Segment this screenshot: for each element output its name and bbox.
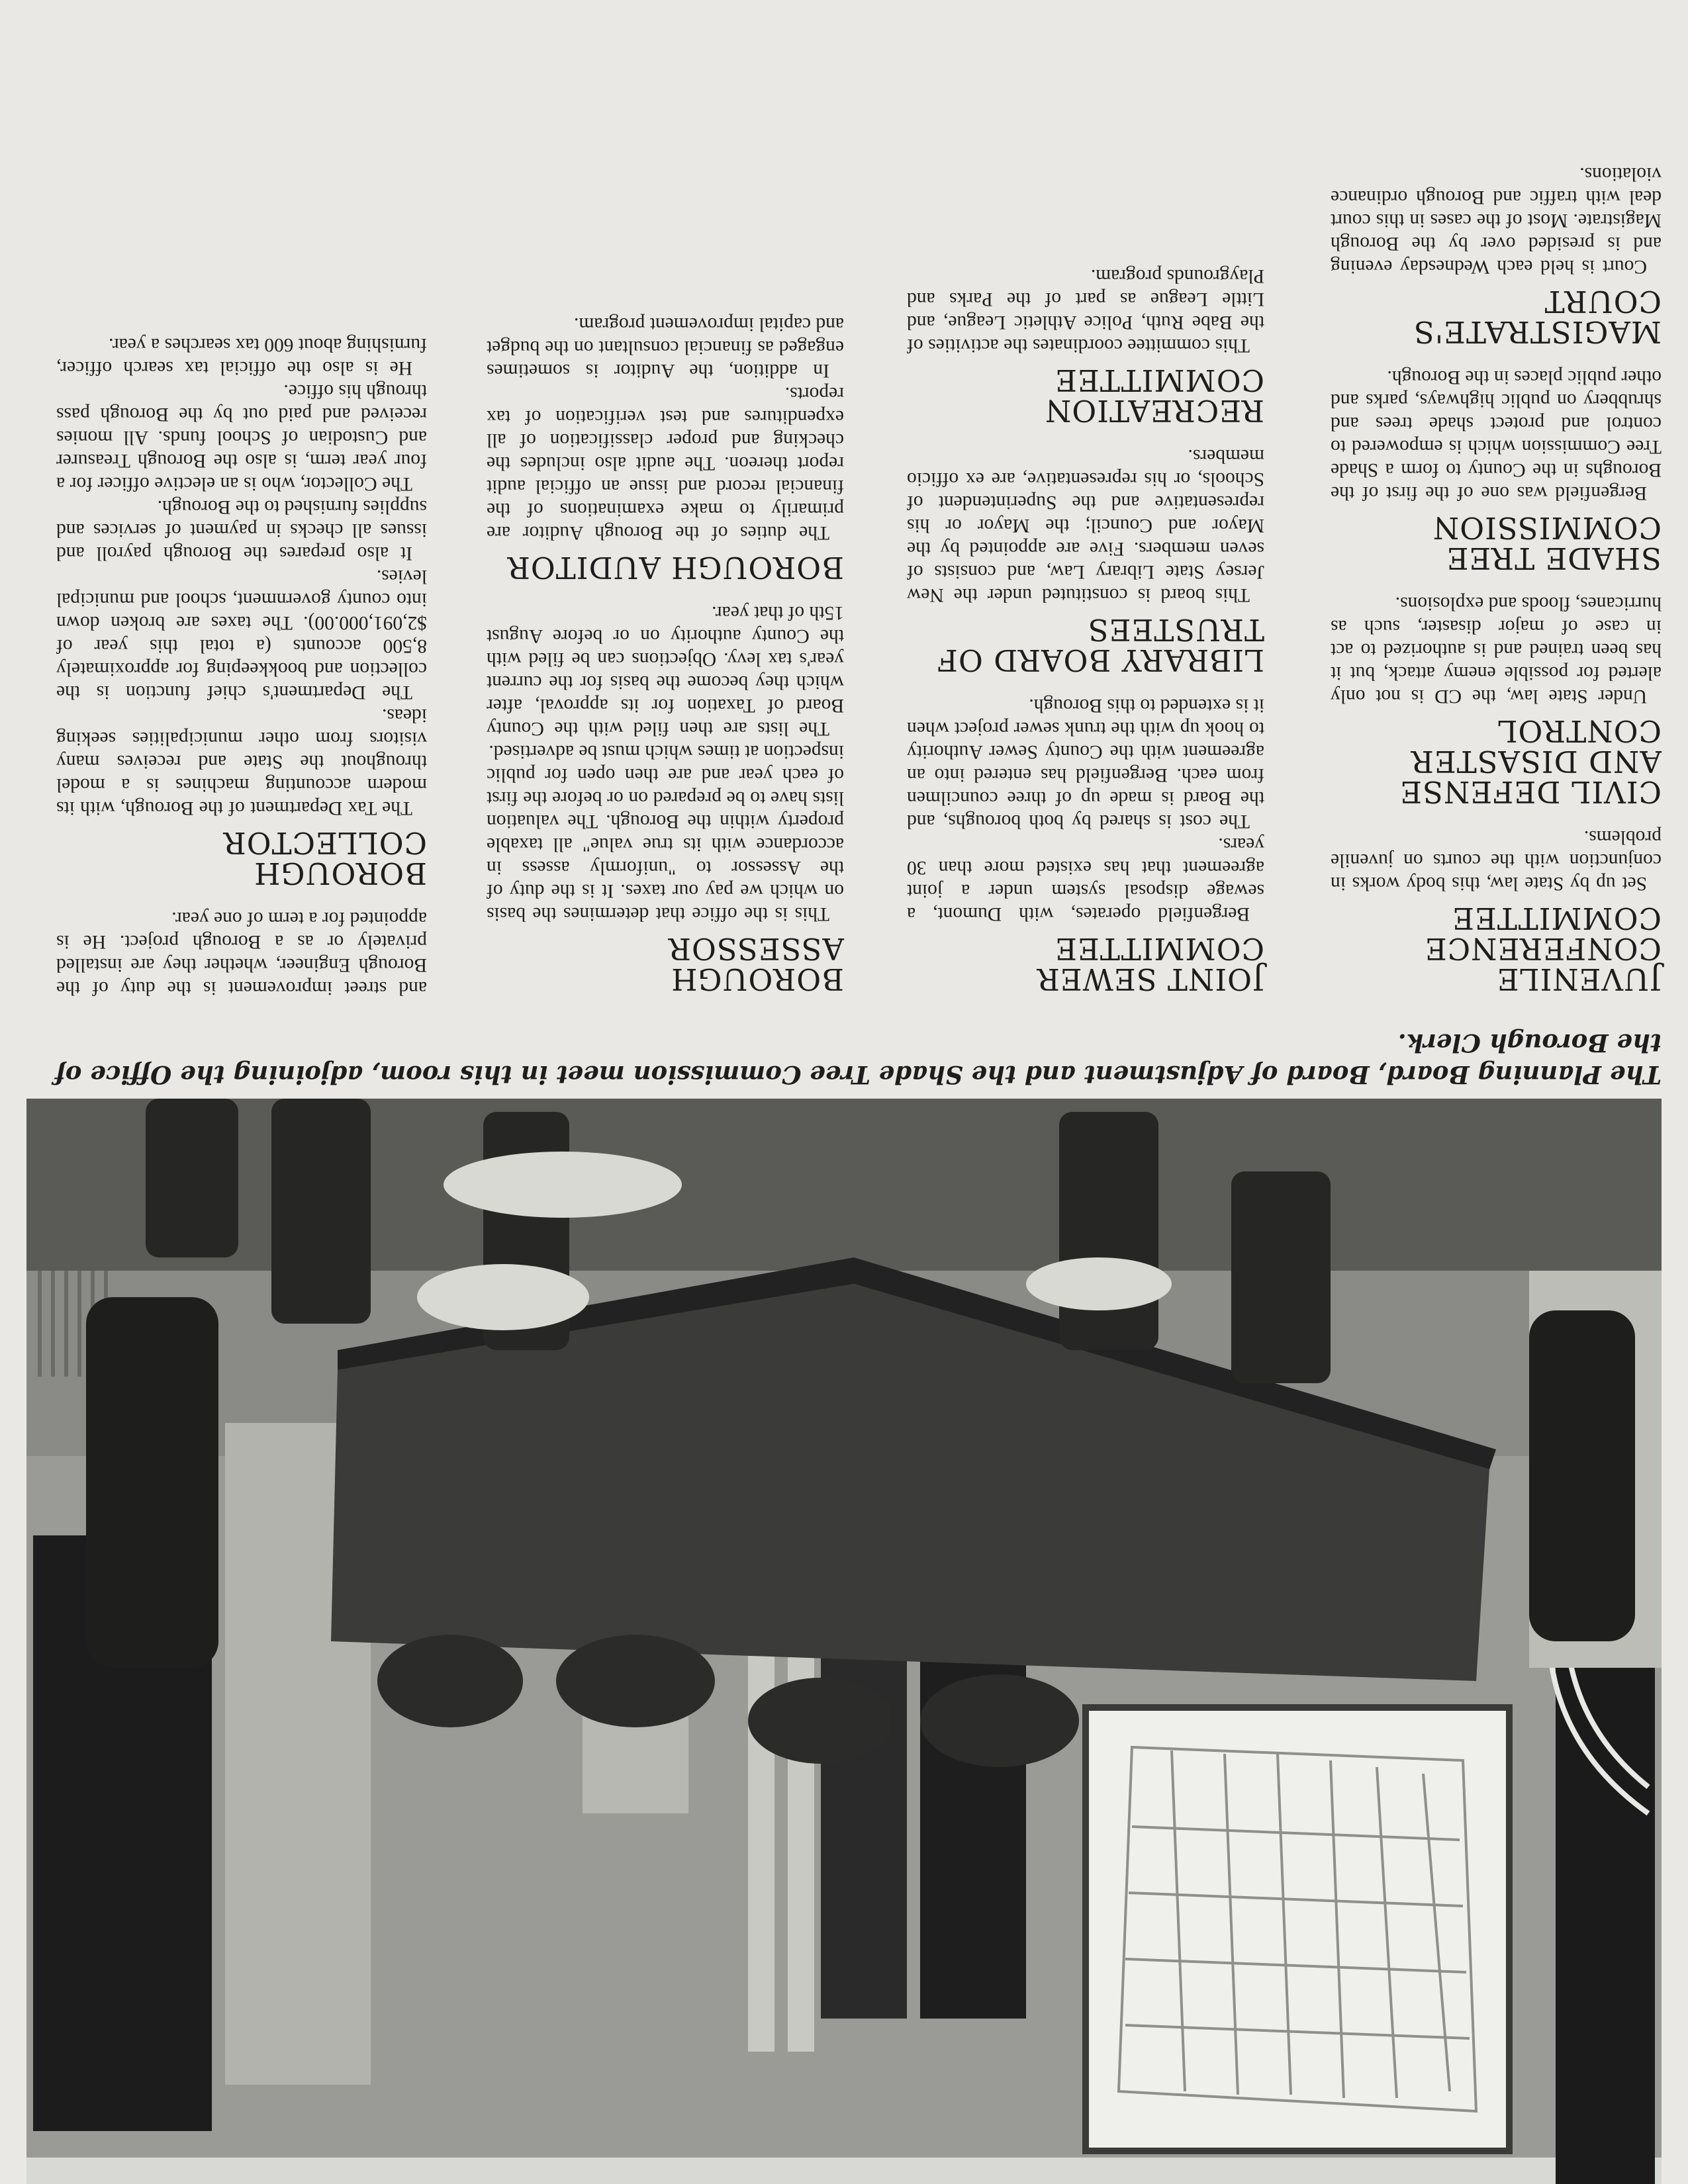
section-joint-sewer-committee <box>907 694 1264 997</box>
section-shade-tree-commission <box>1331 365 1662 576</box>
section-heading: BOROUGH COLLECTOR <box>222 825 427 891</box>
section-paragraph: The duties of the Borough Auditor are primarily to make examinations of the financial record and issue an official audit report thereon. The audit also includes the checking and proper classification of all expenditures and test verification of tax reports. <box>487 383 844 543</box>
section-heading: LIBRARY BOARD OF TRUSTEES <box>936 612 1264 678</box>
section-juvenile-conference-committee <box>1331 825 1662 997</box>
section-recreation-committee <box>907 264 1264 426</box>
section-paragraph: The Department's chief function is the collection and bookkeeping for approximately 8,500 accounts (a total this year of $2,091,000.00). The taxes are broken down into county government, school and municipal levies. <box>56 566 427 703</box>
continued-paragraph: and street improvement is the duty of the Borough Engineer, whether they are installed privately or as a Borough project. He is appointed for a term of one year. <box>56 908 427 999</box>
section-heading: BOROUGH ASSESSOR <box>668 931 844 997</box>
section-paragraph: The cost is shared by both boroughs, and the Board is made up of three councilmen from each. Bergenfield has entered into an agreement with the County Sewer Authority to hook up with the trunk sewer project when it is extended to this Borough. <box>907 695 1264 832</box>
section-heading: RECREATION COMMITTEE <box>1045 363 1264 428</box>
section-paragraph: Set up by State law, this body works in conjunction with the courts on juvenile problems. <box>1331 827 1662 894</box>
section-paragraph: This committee coordinates the activities of the Babe Ruth, Police Athletic League, and Little League as part of the Parks and Playgrounds program. <box>907 265 1264 356</box>
section-heading: CIVIL DEFENSE AND DISASTER CONTROL <box>1399 713 1662 809</box>
section-paragraph: This is the office that determines the basis on which we pay our taxes. It is the duty of the Assessor to "uniformly assess in accordance with its true value" all taxable property within the Borough. The valuation lists have to be prepared on or before the first of each year and are then open for public inspection at times which must be advertised. <box>487 741 844 925</box>
framed-street-map <box>1086 1707 1509 2151</box>
text-column-4 <box>56 13 427 999</box>
section-paragraph: Under State law, the CD is not only alerted for possible enemy attack, but it has been trained and is authorized to act in case of major disaster, such as hurricanes, floods and explosions. <box>1331 593 1662 707</box>
text-column-3 <box>487 13 844 999</box>
section-paragraph: The lists are then filed with the County Board of Taxation for its approval, after which they become the basis for the current year's tax levy. Objections can be filed with the County authority on or before August 15th of that year. <box>487 602 844 739</box>
section-civil-defense <box>1331 592 1662 807</box>
text-column-2 <box>907 13 1264 999</box>
section-paragraph: It also prepares the Borough payroll and issues all checks in payment of services and supplies furnished to the Borough. <box>56 496 427 564</box>
section-magistrates-court <box>1331 162 1662 347</box>
section-paragraph: The Collector, who is an elective officer for a four year term, is also the Borough Treasurer and Custodian of School funds. All monies received and paid out by the Borough pass through his office. <box>56 381 427 494</box>
section-heading: JUVENILE CONFERENCE COMMITTEE <box>1424 901 1662 997</box>
section-paragraph: Bergenfield operates, with Dumont, a sewage disposal system under a joint agreement that has existed more than 30 years. <box>907 834 1264 925</box>
photo-caption: The Planning Board, Board of Adjustment and the Shade Tree Commission meet in this room, adjoining the Office of the Borough Clerk. <box>54 1028 1662 1089</box>
section-paragraph: This board is constituted under the New Jersey State Library Law, and consists of seven members. Five are appointed by the Mayor and Council; the Mayor or his representative and the Superintendent of Schools, or his representative, are ex officio members. <box>907 445 1264 606</box>
meeting-room-photo <box>26 1099 1662 2184</box>
section-heading: SHADE TREE COMMISSION <box>1432 510 1662 576</box>
text-column-1 <box>1331 13 1662 999</box>
section-library-board <box>907 444 1264 678</box>
section-heading: JOINT SEWER COMMITTEE <box>1036 931 1264 997</box>
section-engineer-continued <box>56 907 427 999</box>
section-borough-collector <box>56 333 427 891</box>
section-heading: MAGISTRATE'S COURT <box>1413 284 1662 349</box>
section-borough-auditor <box>487 312 844 585</box>
section-paragraph: He is also the official tax search officer, furnishing about 600 tax searches a year. <box>56 334 427 379</box>
section-paragraph: Bergenfield was one of the first of the Boroughs in the County to form a Shade Tree Commission which is empowered to control and protect shade trees and shrubbery on public highways, parks and other public places in the Borough. <box>1331 367 1662 504</box>
section-paragraph: Court is held each Wednesday evening and is presided over by the Borough Magistrate. Most of the cases in this court deal with traffic and Borough ordinance violations. <box>1331 163 1662 277</box>
section-borough-assessor <box>487 601 844 997</box>
section-paragraph: In addition, the Auditor is sometimes engaged as financial consultant on the budget and capital improvement program. <box>487 314 844 381</box>
section-paragraph: The Tax Department of the Borough, with its modern accounting machines is a model throughout the State and receives many visitors from other municipalities seeking ideas. <box>56 705 427 819</box>
meeting-room-photo-drawing <box>26 1099 1662 2184</box>
section-heading: BOROUGH AUDITOR <box>506 550 844 585</box>
